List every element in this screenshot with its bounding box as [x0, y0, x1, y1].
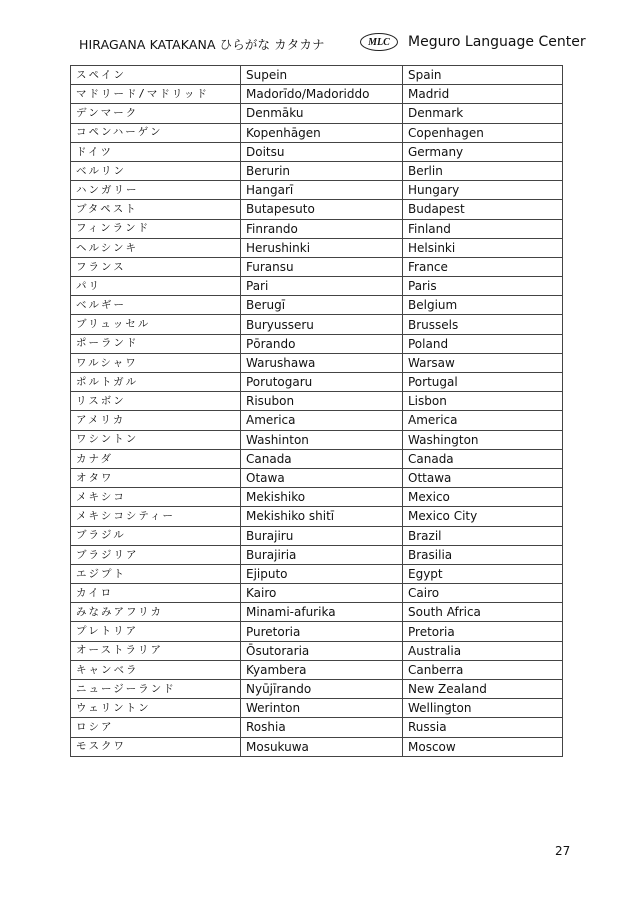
english-cell: Paris: [403, 277, 563, 296]
table-row: [71, 468, 563, 487]
table-row: [71, 449, 563, 468]
table-row: [71, 411, 563, 430]
english-cell: Mexico City: [403, 507, 563, 526]
english-cell: France: [403, 257, 563, 276]
english-cell: Egypt: [403, 564, 563, 583]
english-cell: Ottawa: [403, 468, 563, 487]
table-row: [71, 257, 563, 276]
katakana-cell: リスボン: [71, 392, 241, 411]
table-row: [71, 181, 563, 200]
romaji-cell: Kopenhāgen: [241, 123, 403, 142]
english-cell: Moscow: [403, 737, 563, 756]
table-row: [71, 315, 563, 334]
table-row: [71, 373, 563, 392]
table-row: [71, 353, 563, 372]
table-row: [71, 85, 563, 104]
english-cell: Brasilia: [403, 545, 563, 564]
romaji-cell: Otawa: [241, 468, 403, 487]
page-number: 27: [555, 844, 571, 858]
romaji-cell: Burajiria: [241, 545, 403, 564]
table-row: [71, 718, 563, 737]
romaji-cell: Pōrando: [241, 334, 403, 353]
table-row: [71, 603, 563, 622]
katakana-cell: デンマーク: [71, 104, 241, 123]
english-cell: Washington: [403, 430, 563, 449]
english-cell: Belgium: [403, 296, 563, 315]
romaji-cell: Kairo: [241, 584, 403, 603]
romaji-cell: Supein: [241, 66, 403, 85]
romaji-cell: Hangarī: [241, 181, 403, 200]
katakana-cell: フランス: [71, 257, 241, 276]
english-cell: Poland: [403, 334, 563, 353]
english-cell: Helsinki: [403, 238, 563, 257]
table-row: [71, 277, 563, 296]
katakana-cell: ブラジリア: [71, 545, 241, 564]
table-row: [71, 622, 563, 641]
romaji-cell: Doitsu: [241, 142, 403, 161]
english-cell: Canada: [403, 449, 563, 468]
katakana-cell: ドイツ: [71, 142, 241, 161]
romaji-cell: Washinton: [241, 430, 403, 449]
katakana-cell: プレトリア: [71, 622, 241, 641]
english-cell: Russia: [403, 718, 563, 737]
table-row: [71, 584, 563, 603]
english-cell: Spain: [403, 66, 563, 85]
romaji-cell: Butapesuto: [241, 200, 403, 219]
english-cell: Hungary: [403, 181, 563, 200]
english-cell: Madrid: [403, 85, 563, 104]
romaji-cell: Risubon: [241, 392, 403, 411]
mlc-logo: MLC: [360, 33, 398, 51]
katakana-cell: パリ: [71, 277, 241, 296]
english-cell: South Africa: [403, 603, 563, 622]
katakana-cell: スペイン: [71, 66, 241, 85]
table-row: [71, 66, 563, 85]
katakana-cell: ワルシャワ: [71, 353, 241, 372]
romaji-cell: Buryusseru: [241, 315, 403, 334]
org-name: Meguro Language Center: [408, 34, 586, 50]
table-row: [71, 545, 563, 564]
romaji-cell: Canada: [241, 449, 403, 468]
english-cell: Canberra: [403, 660, 563, 679]
romaji-cell: Mekishiko: [241, 488, 403, 507]
table-row: [71, 392, 563, 411]
katakana-cell: カイロ: [71, 584, 241, 603]
table-row: [71, 104, 563, 123]
romaji-cell: Werinton: [241, 699, 403, 718]
table-row: [71, 334, 563, 353]
katakana-cell: ベルギー: [71, 296, 241, 315]
romaji-cell: Nyūjīrando: [241, 680, 403, 699]
katakana-cell: フィンランド: [71, 219, 241, 238]
katakana-cell: ベルリン: [71, 161, 241, 180]
english-cell: Lisbon: [403, 392, 563, 411]
english-cell: Australia: [403, 641, 563, 660]
english-cell: Warsaw: [403, 353, 563, 372]
romaji-cell: Burajiru: [241, 526, 403, 545]
romaji-cell: Puretoria: [241, 622, 403, 641]
table-row: [71, 430, 563, 449]
katakana-cell: ブタペスト: [71, 200, 241, 219]
table-row: [71, 238, 563, 257]
english-cell: Denmark: [403, 104, 563, 123]
table-row: [71, 507, 563, 526]
romaji-cell: Porutogaru: [241, 373, 403, 392]
romaji-cell: Herushinki: [241, 238, 403, 257]
english-cell: Pretoria: [403, 622, 563, 641]
katakana-cell: マドリード/マドリッド: [71, 85, 241, 104]
header-brand: [360, 31, 586, 53]
katakana-cell: ウェリントン: [71, 699, 241, 718]
english-cell: Cairo: [403, 584, 563, 603]
english-cell: Germany: [403, 142, 563, 161]
katakana-cell: オタワ: [71, 468, 241, 487]
table-row: [71, 564, 563, 583]
english-cell: America: [403, 411, 563, 430]
english-cell: Portugal: [403, 373, 563, 392]
katakana-cell: エジプト: [71, 564, 241, 583]
table-row: [71, 699, 563, 718]
table-row: [71, 123, 563, 142]
romaji-cell: Berugī: [241, 296, 403, 315]
katakana-cell: モスクワ: [71, 737, 241, 756]
english-cell: Berlin: [403, 161, 563, 180]
katakana-cell: オーストラリア: [71, 641, 241, 660]
katakana-cell: ハンガリー: [71, 181, 241, 200]
romaji-cell: Roshia: [241, 718, 403, 737]
english-cell: Mexico: [403, 488, 563, 507]
table-row: [71, 737, 563, 756]
table-row: [71, 142, 563, 161]
katakana-cell: ポルトガル: [71, 373, 241, 392]
romaji-cell: Mosukuwa: [241, 737, 403, 756]
katakana-cell: コペンハーゲン: [71, 123, 241, 142]
katakana-cell: カナダ: [71, 449, 241, 468]
romaji-cell: Madorīdo/Madoriddo: [241, 85, 403, 104]
table-row: [71, 641, 563, 660]
katakana-cell: メキシコ: [71, 488, 241, 507]
table-row: [71, 200, 563, 219]
romaji-cell: Ōsutoraria: [241, 641, 403, 660]
table-row: [71, 680, 563, 699]
english-cell: Budapest: [403, 200, 563, 219]
table-row: [71, 526, 563, 545]
english-cell: Brazil: [403, 526, 563, 545]
vocabulary-table: [70, 65, 563, 757]
english-cell: Brussels: [403, 315, 563, 334]
romaji-cell: Kyambera: [241, 660, 403, 679]
table-row: [71, 488, 563, 507]
romaji-cell: Warushawa: [241, 353, 403, 372]
katakana-cell: ニュージーランド: [71, 680, 241, 699]
romaji-cell: Finrando: [241, 219, 403, 238]
table-row: [71, 660, 563, 679]
katakana-cell: ワシントン: [71, 430, 241, 449]
english-cell: Copenhagen: [403, 123, 563, 142]
english-cell: Wellington: [403, 699, 563, 718]
katakana-cell: ポーランド: [71, 334, 241, 353]
romaji-cell: America: [241, 411, 403, 430]
katakana-cell: ヘルシンキ: [71, 238, 241, 257]
romaji-cell: Minami-afurika: [241, 603, 403, 622]
katakana-cell: キャンベラ: [71, 660, 241, 679]
english-cell: New Zealand: [403, 680, 563, 699]
katakana-cell: メキシコシティー: [71, 507, 241, 526]
katakana-cell: ブラジル: [71, 526, 241, 545]
page-header-title: HIRAGANA KATAKANA ひらがな カタカナ: [79, 37, 325, 52]
romaji-cell: Mekishiko shitī: [241, 507, 403, 526]
romaji-cell: Denmāku: [241, 104, 403, 123]
romaji-cell: Ejiputo: [241, 564, 403, 583]
katakana-cell: みなみアフリカ: [71, 603, 241, 622]
english-cell: Finland: [403, 219, 563, 238]
katakana-cell: ロシア: [71, 718, 241, 737]
table-row: [71, 296, 563, 315]
romaji-cell: Furansu: [241, 257, 403, 276]
romaji-cell: Berurin: [241, 161, 403, 180]
table-row: [71, 219, 563, 238]
katakana-cell: ブリュッセル: [71, 315, 241, 334]
katakana-cell: アメリカ: [71, 411, 241, 430]
table-row: [71, 161, 563, 180]
romaji-cell: Pari: [241, 277, 403, 296]
